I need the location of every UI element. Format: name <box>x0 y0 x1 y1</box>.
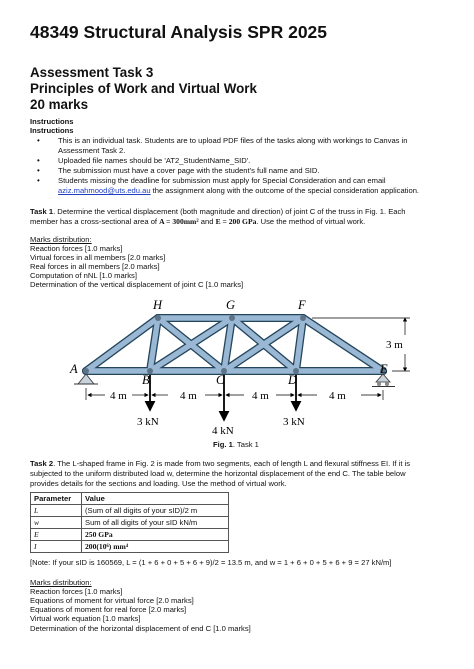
instruction-item: Uploaded file names should be 'AT2_StudentName_SID'. <box>58 156 251 165</box>
area-value: A = 300mm² <box>159 217 199 226</box>
span-label: 4 m <box>329 390 346 402</box>
joint-label-d: D <box>288 373 298 387</box>
task2-line3: provides details for the sections and loading. Use the method of virtual work. <box>30 479 287 488</box>
task2-mark-item: Reaction forces [1.0 marks] <box>30 587 123 596</box>
value-cell: Sum of all digits of your sID kN/m <box>82 517 229 529</box>
param-cell: I <box>31 541 82 553</box>
task1-mark-item: Real forces in all members [2.0 marks] <box>30 262 160 271</box>
instruction-item: The submission must have a cover page with the student's full name and SID. <box>58 166 320 175</box>
sid-note: [Note: If your sID is 160569, L = (1 + 6 + 0 + 5 + 6 + 9)/2 = 13.5 m, and w = 1 + 6 + 0 + 5 + 6 + 9 = 27 kN/m] <box>30 558 392 567</box>
param-cell: w <box>31 517 82 529</box>
task2-mark-item: Equations of moment for virtual force [2.0 marks] <box>30 596 194 605</box>
table-header: Parameter <box>31 493 82 505</box>
load-label-d: 3 kN <box>283 416 305 428</box>
task1-label: Task 1 <box>30 207 54 216</box>
task1-mark-item: Reaction forces [1.0 marks] <box>30 244 123 253</box>
table-header-row <box>31 493 229 505</box>
value-cell: (Sum of all digits of your sID)/2 m <box>82 505 229 517</box>
param-cell: E <box>31 529 82 541</box>
instructions-subheading: Instructions <box>30 126 74 135</box>
table-row <box>31 529 229 541</box>
height-label: 3 m <box>386 339 403 351</box>
instruction-item: Students missing the deadline for submission must apply for Special Consideration and can email <box>58 176 386 185</box>
task1-text: . Use the method of virtual work. <box>256 217 366 226</box>
task1-text: and <box>198 217 216 226</box>
table-row <box>31 505 229 517</box>
value-cell: 250 GPa <box>82 529 229 541</box>
joint-label-c: C <box>216 373 225 387</box>
email-line-text: the assignment along with the outcome of the special consideration application. <box>150 186 420 195</box>
modulus-value: E = 200 GPa <box>215 217 257 226</box>
task1-text: . Determine the vertical displacement (both magnitude and direction) of joint C of the truss in Fig. 1. Each <box>53 207 406 216</box>
task1-mark-item: Determination of the vertical displacement of joint C [1.0 marks] <box>30 280 244 289</box>
table-header: Value <box>82 493 229 505</box>
table-row <box>31 541 229 553</box>
task-subtitle: Principles of Work and Virtual Work <box>30 81 257 96</box>
task2-mark-item: Virtual work equation [1.0 marks] <box>30 614 141 623</box>
load-label-b: 3 kN <box>137 416 159 428</box>
value-cell: 200(10⁶) mm⁴ <box>82 541 229 553</box>
param-cell: L <box>31 505 82 517</box>
load-label-c: 4 kN <box>212 425 234 437</box>
table-row <box>31 517 229 529</box>
span-label: 4 m <box>180 390 197 402</box>
instruction-item: This is an individual task. Students are to upload PDF files of the tasks along with workings to Canvas in <box>58 136 408 145</box>
joint-label-e: E <box>380 362 388 376</box>
joint-label-h: H <box>153 298 163 312</box>
task2-label: Task 2 <box>30 459 54 468</box>
task1-text: member has a cross-sectional area of <box>30 217 160 226</box>
bullet-icon: • <box>37 176 40 185</box>
task1-mark-item: Virtual forces in all members [2.0 marks] <box>30 253 166 262</box>
task1-mark-item: Computation of nNL [1.0 marks] <box>30 271 137 280</box>
task2-text: . The L-shaped frame in Fig. 2 is made from two segments, each of length L and flexural stiffness EI. If it is <box>53 459 411 468</box>
email-link[interactable]: aziz.mahmood@uts.edu.au <box>58 186 151 195</box>
document-title: 48349 Structural Analysis SPR 2025 <box>30 22 328 42</box>
span-label: 4 m <box>252 390 269 402</box>
task2-mark-item: Equations of moment for real force [2.0 marks] <box>30 605 187 614</box>
bullet-icon: • <box>37 166 40 175</box>
joint-label-g: G <box>226 298 236 312</box>
figure1-caption <box>213 440 259 450</box>
parameter-table <box>30 492 229 553</box>
task-heading: Assessment Task 3 <box>30 65 154 80</box>
task1-marks-heading: Marks distribution: <box>30 235 92 244</box>
total-marks: 20 marks <box>30 97 89 112</box>
instructions-heading: Instructions <box>30 117 74 126</box>
joint-label-a: A <box>70 362 78 376</box>
instruction-item: Assessment Task 2. <box>58 146 126 155</box>
bullet-icon: • <box>37 136 40 145</box>
bullet-icon: • <box>37 156 40 165</box>
figure1-caption-text: . Task 1 <box>232 440 259 449</box>
task2-line2: subjected to the uniform distributed load w, determine the horizontal displacement of the end C. The table below <box>30 469 406 478</box>
figure1-caption-label: Fig. 1 <box>213 440 233 449</box>
task2-mark-item: Determination of the horizontal displacement of end C [1.0 marks] <box>30 624 251 633</box>
joint-label-b: B <box>142 373 150 387</box>
joint-label-f: F <box>298 298 306 312</box>
task2-marks-heading: Marks distribution: <box>30 578 92 587</box>
task2-line1 <box>30 459 410 469</box>
span-label: 4 m <box>110 390 127 402</box>
